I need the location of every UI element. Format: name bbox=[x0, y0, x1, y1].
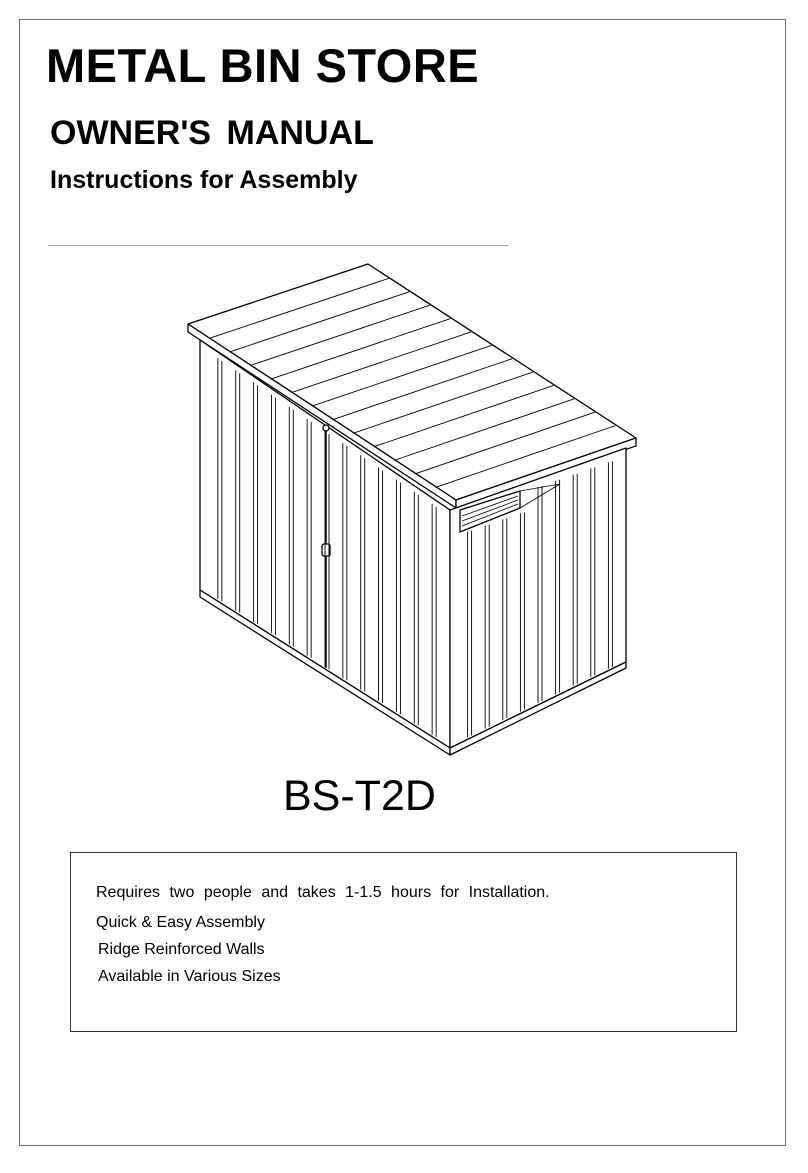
feature-install-time: Requires two people and takes 1-1.5 hours for Installation. bbox=[96, 884, 550, 901]
bin-store-illustration bbox=[180, 258, 650, 768]
model-number: BS-T2D bbox=[283, 772, 436, 820]
document-subsubtitle: Instructions for Assembly bbox=[50, 166, 358, 194]
document-title: METAL BIN STORE bbox=[46, 39, 480, 92]
feature-reinforced-walls: Ridge Reinforced Walls bbox=[98, 941, 265, 958]
feature-various-sizes: Available in Various Sizes bbox=[98, 968, 281, 985]
header-divider bbox=[48, 245, 508, 246]
feature-easy-assembly: Quick & Easy Assembly bbox=[96, 914, 265, 931]
document-subtitle: OWNER'S MANUAL bbox=[50, 114, 374, 152]
feature-box bbox=[70, 852, 737, 1032]
